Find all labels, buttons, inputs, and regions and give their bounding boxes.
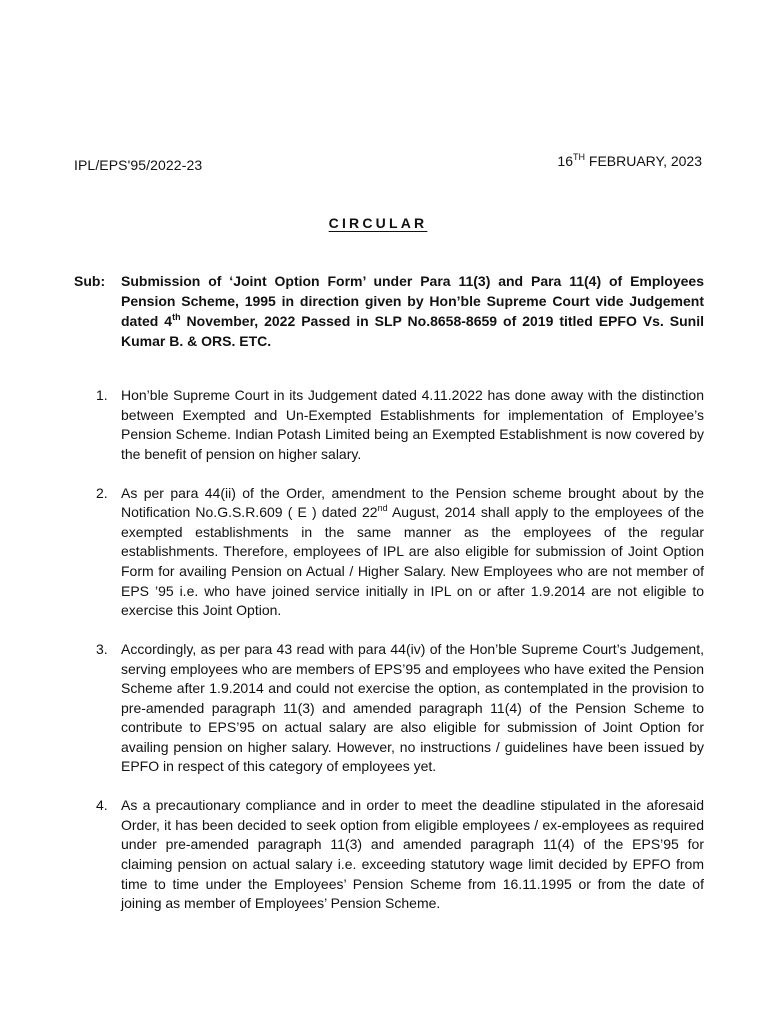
paragraph-number: 2. — [96, 484, 108, 501]
paragraph-number: 1. — [96, 387, 108, 403]
subject-text-part2: November, 2022 Passed in SLP No.8658-8659 of 2019 titled EPFO Vs. Sunil Kumar B. & ORS. ETC. — [121, 313, 704, 349]
paragraph-text: Accordingly, as per para 43 read with para 44(iv) of the Hon’ble Supreme Court’s Judgement, serving employees who are members of EPS’95 and employees who have exited the Pension Scheme after 1.9.2014 and could not exercise the option, as contemplated in the provision to pre-amended paragraph 11(3) and amended paragraph 11(4) of the Pension Scheme to contribute to EPS’95 on actual salary are also eligible for submission of Joint Option for availing pension on higher salary. However, no instructions / guidelines have been issued by EPFO in respect of this category of employees yet. — [121, 640, 704, 775]
paragraph-3 — [96, 640, 704, 777]
subject-block — [74, 271, 704, 351]
paragraph-superscript: nd — [377, 503, 388, 514]
paragraph-4 — [96, 796, 704, 914]
subject-superscript: th — [172, 312, 181, 322]
date-day: 16 — [557, 153, 573, 169]
paragraph-text: As a precautionary compliance and in order to meet the deadline stipulated in the aforesaid Order, it has been decided to seek option from eligible employees / ex-employees as required under pre-amended paragraph 11(3) and amended paragraph 11(4) of the EPS’95 for claiming pension on actual salary i.e. exceeding statutory wage limit decided by EPFO from time to time under the Employees’ Pension Scheme from 16.11.1995 or from the date of joining as member of Employees’ Pension Scheme. — [121, 797, 704, 912]
paragraph-number: 3. — [96, 640, 108, 657]
paragraph-2 — [96, 484, 704, 621]
paragraph-text — [121, 484, 704, 621]
paragraph-number: 4. — [96, 797, 108, 814]
subject-label: Sub: — [74, 273, 106, 289]
paragraph-text: Hon’ble Supreme Court in its Judgement dated 4.11.2022 has done away with the distinction between Exempted and Un-Exempted Establishments for implementation of Employee’s Pension Scheme. Indian Potash Limited being an Exempted Establishment is now covered by the benefit of pension on higher salary. — [121, 387, 704, 462]
date-month-year: FEBRUARY, 2023 — [585, 153, 702, 169]
circular-date — [557, 152, 702, 169]
paragraph-text-part1: As per para 44(ii) of the Order, amendment to the Pension scheme brought about by the Notification No.G.S.R.609 ( E ) dated 22 — [121, 484, 704, 521]
subject-text-part1: Submission of ‘Joint Option Form’ under Para 11(3) and Para 11(4) of Employees Pension Scheme, 1995 in direction given by Hon’ble Supreme Court vide Judgement dated 4 — [121, 273, 704, 329]
paragraph-text-part2: August, 2014 shall apply to the employees of the exempted establishments in the same manner as the employees of the regular establishments. Therefore, employees of IPL are also eligible for submission of Joint Option Form for availing Pension on Actual / Higher Salary. New Employees who are not member of EPS ’95 i.e. who have joined service initially in IPL on or after 1.9.2014 are not eligible to exercise this Joint Option. — [121, 504, 704, 619]
subject-text — [121, 271, 704, 351]
document-title: CIRCULAR — [328, 215, 428, 231]
paragraph-1 — [96, 386, 704, 464]
reference-number: IPL/EPS'95/2022-23 — [74, 157, 203, 173]
numbered-paragraphs — [96, 386, 704, 933]
date-superscript: TH — [573, 152, 585, 162]
